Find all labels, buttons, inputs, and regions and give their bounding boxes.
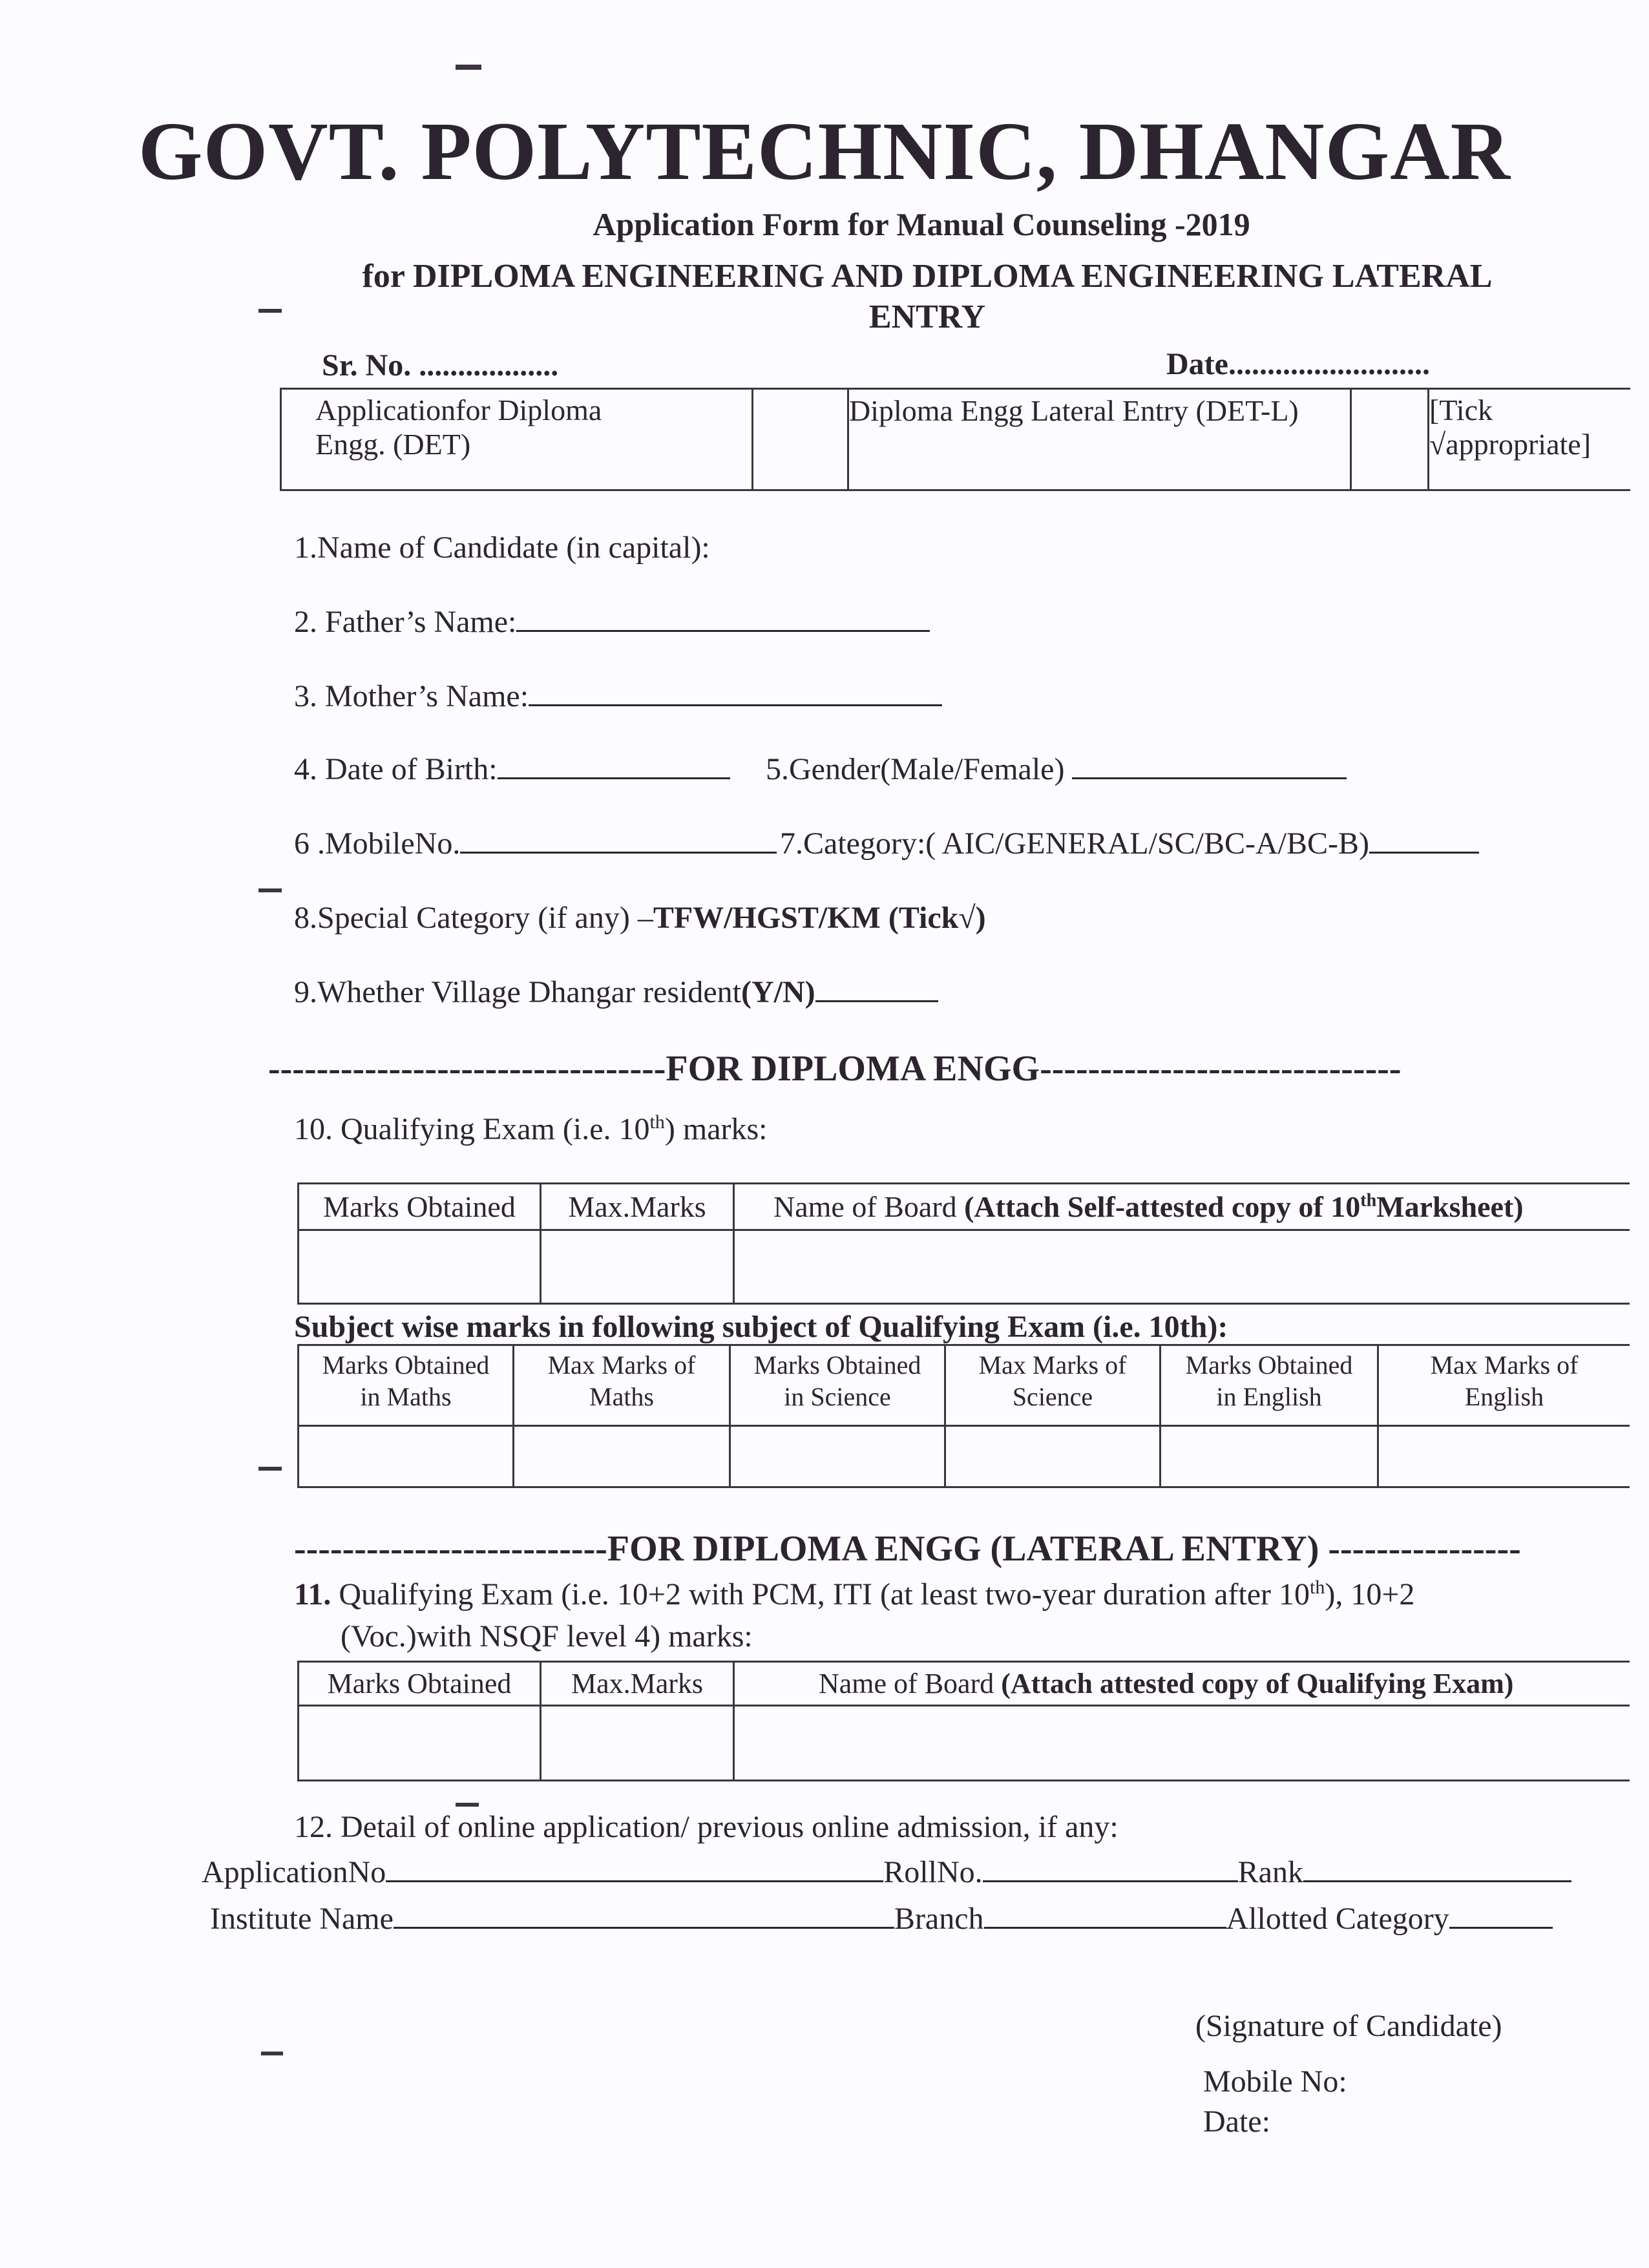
field-mother-name: 3. Mother’s Name: — [294, 678, 942, 714]
marks-obtained-input[interactable] — [299, 1230, 541, 1304]
branch-input[interactable] — [984, 1924, 1226, 1929]
program-title — [304, 256, 1551, 338]
detl-tick-box[interactable] — [1351, 389, 1429, 490]
scan-mark — [456, 65, 481, 70]
signature-label: (Signature of Candidate) — [1195, 2009, 1502, 2043]
scan-mark — [456, 1803, 479, 1807]
allotted-category-input[interactable] — [1449, 1924, 1553, 1929]
institute-title: GOVT. POLYTECHNIC, DHANGAR — [138, 105, 1511, 197]
dob-input[interactable] — [498, 775, 730, 779]
col-max-marks: Max.Marks — [541, 1184, 734, 1230]
rank-input[interactable] — [1303, 1878, 1571, 1882]
col-max-science: Max Marks of Science — [945, 1345, 1161, 1426]
institute-name-row: Institute Name Branch Allotted Category — [210, 1901, 1553, 1937]
gender-input[interactable] — [1072, 775, 1347, 779]
col-max-maths: Max Marks of Maths — [514, 1345, 730, 1426]
tick-instruction: [Tick √appropriate] — [1429, 389, 1631, 490]
scan-mark — [258, 309, 282, 313]
father-name-input[interactable] — [516, 627, 930, 632]
lateral-max-input[interactable] — [541, 1706, 734, 1781]
scan-mark — [258, 1467, 282, 1471]
field-father-name: 2. Father’s Name: — [294, 604, 930, 640]
scan-mark — [258, 888, 282, 892]
category-input[interactable] — [1369, 849, 1479, 854]
mobile-input[interactable] — [460, 849, 777, 854]
board-name-input[interactable] — [734, 1230, 1630, 1304]
field-mobile: 6 .MobileNo. — [294, 826, 777, 861]
sr-no: Sr. No. .................. — [322, 348, 559, 383]
application-type-table — [280, 388, 1630, 491]
application-no-input[interactable] — [386, 1878, 883, 1882]
q11-label-line1: 11. Qualifying Exam (i.e. 10+2 with PCM, ITI (at least two-year duration after 10th), 10+2 — [294, 1577, 1415, 1612]
subject-marks-table — [297, 1344, 1630, 1488]
science-max-input[interactable] — [945, 1426, 1161, 1487]
col-marks-obtained: Marks Obtained — [299, 1184, 541, 1230]
signature-mobile: Mobile No: — [1203, 2064, 1347, 2099]
tenth-marks-table — [297, 1182, 1630, 1305]
section-heading-diploma: ---------------------------------FOR DIPLOMA ENGG------------------------------ — [268, 1049, 1402, 1089]
field-name-of-candidate: 1.Name of Candidate (in capital): — [294, 530, 710, 565]
maths-marks-input[interactable] — [299, 1426, 514, 1487]
english-max-input[interactable] — [1378, 1426, 1630, 1487]
det-tick-box[interactable] — [753, 389, 848, 490]
col-marks-english: Marks Obtained in English — [1161, 1345, 1378, 1426]
field-village-resident: 9.Whether Village Dhangar resident(Y/N) — [294, 974, 938, 1010]
max-marks-input[interactable] — [541, 1230, 734, 1304]
lateral-col-marks-obtained: Marks Obtained — [299, 1662, 541, 1706]
field-special-category: 8.Special Category (if any) –TFW/HGST/KM (Tick√) — [294, 901, 986, 935]
col-board-name: Name of Board (Attach Self-attested copy of 10thMarksheet) — [734, 1184, 1630, 1230]
q11-label-line2: (Voc.)with NSQF level 4) marks: — [341, 1619, 753, 1654]
col-marks-science: Marks Obtained in Science — [730, 1345, 945, 1426]
section-heading-lateral: --------------------------FOR DIPLOMA ENGG (LATERAL ENTRY) ---------------- — [294, 1529, 1521, 1569]
lateral-col-board-name: Name of Board (Attach attested copy of Qualifying Exam) — [734, 1662, 1630, 1706]
col-max-english: Max Marks of English — [1378, 1345, 1630, 1426]
field-gender: 5.Gender(Male/Female) — [766, 751, 1347, 787]
program-line-2: ENTRY — [868, 299, 986, 336]
det-option-label: Applicationfor Diploma Engg. (DET) — [281, 389, 753, 490]
form-title: Application Form for Manual Counseling -2019 — [593, 206, 1250, 242]
lateral-marks-table — [297, 1661, 1630, 1781]
english-marks-input[interactable] — [1161, 1426, 1378, 1487]
institute-name-input[interactable] — [394, 1924, 894, 1929]
lateral-marks-input[interactable] — [299, 1706, 541, 1781]
program-line-1: for DIPLOMA ENGINEERING AND DIPLOMA ENGINEERING LATERAL — [362, 258, 1493, 295]
maths-max-input[interactable] — [514, 1426, 730, 1487]
mother-name-input[interactable] — [529, 702, 942, 706]
lateral-board-input[interactable] — [734, 1706, 1630, 1781]
online-detail-heading: 12. Detail of online application/ previous online admission, if any: — [294, 1810, 1119, 1844]
science-marks-input[interactable] — [730, 1426, 945, 1487]
application-no-row: ApplicationNo RollNo. Rank — [202, 1854, 1571, 1890]
resident-input[interactable] — [815, 998, 938, 1002]
col-marks-maths: Marks Obtained in Maths — [299, 1345, 514, 1426]
detl-option-label: Diploma Engg Lateral Entry (DET-L) — [848, 389, 1351, 490]
scan-mark — [261, 2052, 283, 2055]
date-field: Date.......................... — [1166, 347, 1430, 381]
lateral-col-max-marks: Max.Marks — [541, 1662, 734, 1706]
signature-date: Date: — [1203, 2105, 1270, 2139]
roll-no-input[interactable] — [983, 1878, 1238, 1882]
field-date-of-birth: 4. Date of Birth: — [294, 751, 730, 787]
subject-wise-heading: Subject wise marks in following subject of Qualifying Exam (i.e. 10th): — [294, 1310, 1228, 1344]
field-category: 7.Category:( AIC/GENERAL/SC/BC-A/BC-B) — [780, 826, 1479, 861]
q10-label: 10. Qualifying Exam (i.e. 10th) marks: — [294, 1111, 768, 1146]
